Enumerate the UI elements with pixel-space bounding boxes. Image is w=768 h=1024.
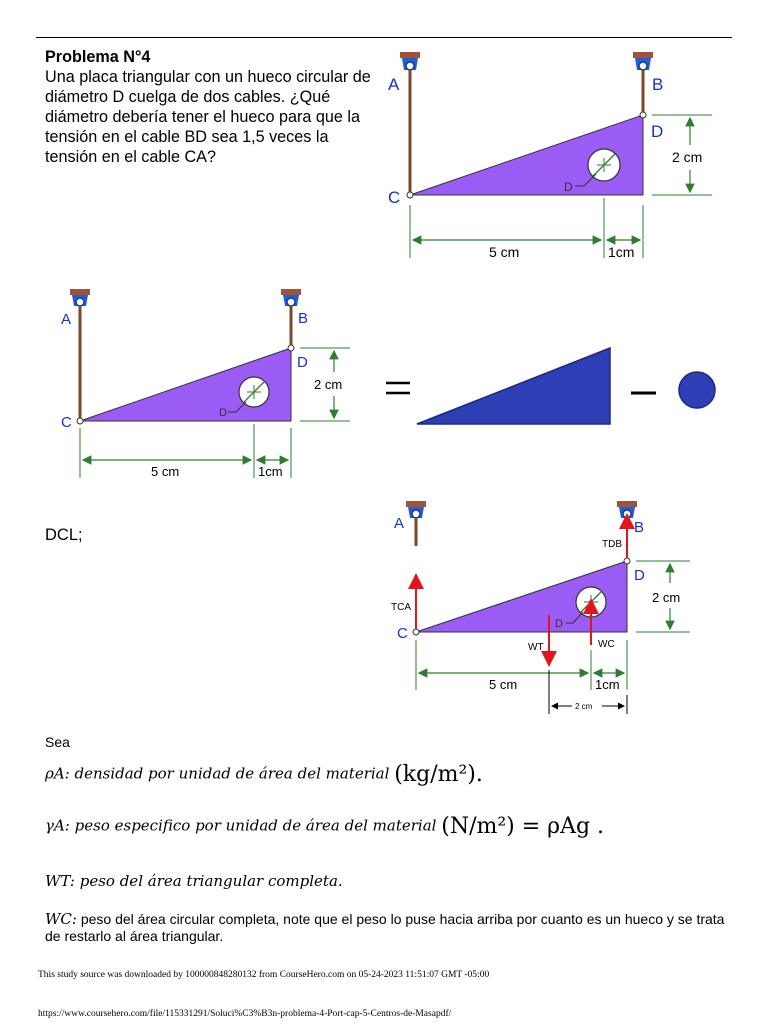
footer-url[interactable]: https://www.coursehero.com/file/115331291/Soluci%C3%B3n-problema-4-Port-cap-5-Centros-de-Masapdf/ [38, 1009, 452, 1019]
label-wc: WC [598, 639, 615, 650]
definition-wc [45, 911, 725, 945]
footer-source: This study source was downloaded by 100000848280132 from CourseHero.com on 05-24-2023 11:51:07 GMT -05:00 [38, 970, 490, 980]
gamma-unit: (N/m²) = ρAg . [441, 814, 605, 839]
definition-wt [45, 872, 343, 890]
label-d: D [297, 354, 308, 371]
gamma-symbol: γA: [45, 816, 70, 835]
figure-plate-top [388, 52, 712, 260]
figure-dcl [391, 501, 690, 714]
label-a: A [388, 75, 400, 94]
label-b: B [298, 310, 309, 327]
solid-triangle [417, 348, 610, 424]
dim-base: 5 cm [489, 244, 520, 260]
decomposition [386, 348, 715, 424]
label-c: C [397, 625, 408, 642]
label-wt: WT [528, 642, 544, 653]
problem-title: Problema N°4 [45, 48, 151, 66]
support-a-icon [70, 289, 90, 306]
sea-label: Sea [45, 734, 70, 750]
support-a-icon [400, 52, 420, 70]
dim-two-cm-lower: 2 cm [575, 702, 593, 711]
solid-circle [679, 372, 715, 408]
dim-base: 5 cm [489, 677, 518, 692]
wt-text: peso del área triangular completa. [79, 872, 343, 890]
label-a: A [394, 515, 405, 532]
label-hole-d: D [564, 180, 573, 194]
dim-height: 2 cm [652, 590, 681, 605]
dim-height: 2 cm [672, 149, 703, 165]
figure-plate-middle [61, 289, 350, 479]
rho-unit: (kg/m²). [394, 762, 483, 787]
label-b: B [634, 519, 645, 536]
definition-gamma [45, 814, 604, 839]
label-d: D [634, 567, 645, 584]
problem-text: Una placa triangular con un hueco circular de diámetro D cuelga de dos cables. ¿Qué diámetro debería tener el hueco para que la tensión en el cable BD sea 1,5 veces la tensión en el cable CA? [45, 68, 371, 166]
support-a-icon [406, 501, 426, 518]
label-d: D [651, 122, 664, 141]
rho-symbol: ρA: [45, 764, 70, 783]
definition-rho [45, 762, 483, 787]
label-tca: TCA [391, 602, 411, 613]
label-tdb: TDB [602, 539, 622, 550]
dcl-label: DCL; [45, 526, 83, 544]
label-b: B [652, 75, 664, 94]
dim-height: 2 cm [314, 377, 343, 392]
label-c: C [388, 188, 401, 207]
label-c: C [61, 414, 72, 431]
dim-offset: 1cm [258, 464, 283, 479]
support-b-icon [633, 52, 653, 70]
gamma-text: peso especifico por unidad de área del material [74, 816, 437, 835]
wt-symbol: WT: [45, 872, 75, 890]
wc-symbol: WC: [45, 910, 77, 928]
dim-offset: 1cm [595, 677, 620, 692]
wc-text: peso del área circular completa, note que el peso lo puse hacia arriba por cuanto es un hueco y se trata de restarlo al área triangular. [45, 911, 725, 944]
label-hole-d: D [219, 407, 227, 419]
label-hole-d: D [555, 618, 563, 630]
dim-offset: 1cm [608, 244, 635, 260]
rho-text: densidad por unidad de área del material [74, 764, 390, 783]
dim-base: 5 cm [151, 464, 180, 479]
support-b-icon [281, 289, 301, 306]
label-a: A [61, 311, 72, 328]
